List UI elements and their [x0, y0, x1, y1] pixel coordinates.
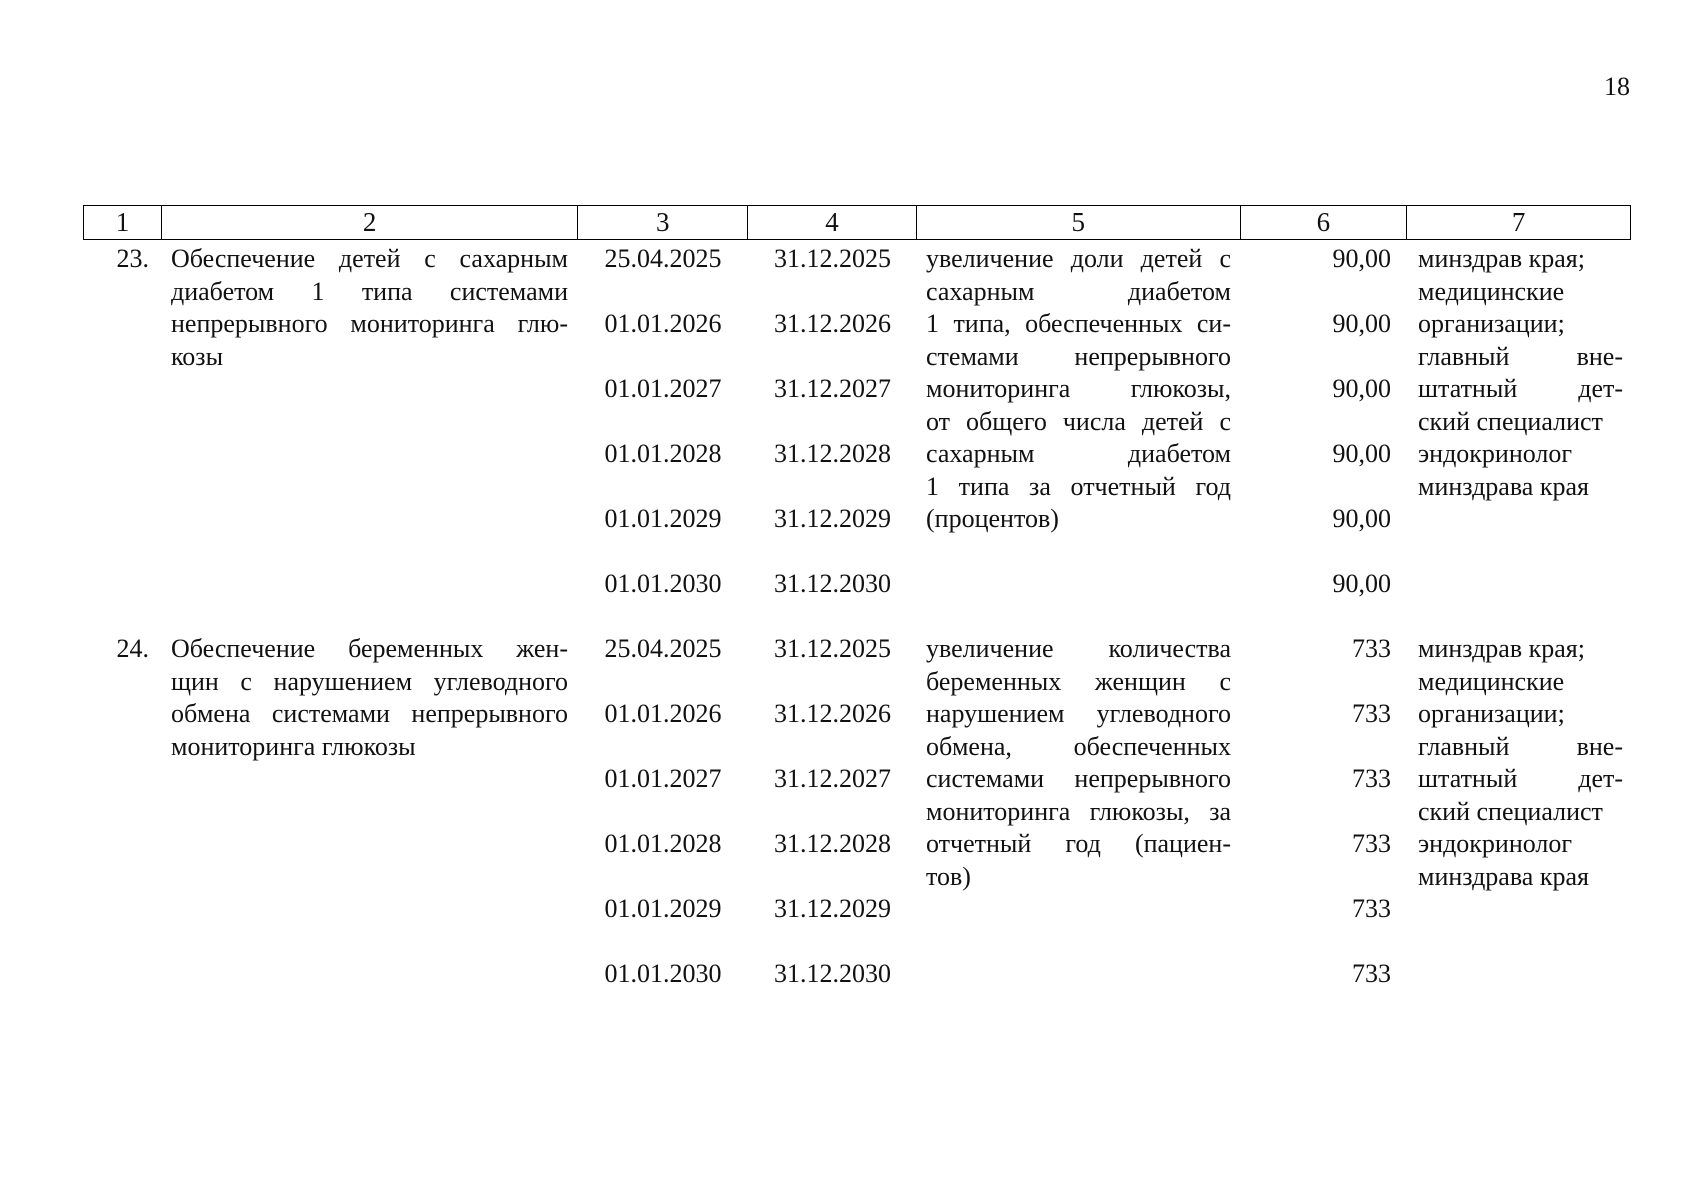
header-col-3: 3 [578, 206, 748, 239]
period-end: 31.12.2028 [774, 439, 891, 468]
responsible-line: эндокринолог [1418, 439, 1573, 468]
indicator-line: беременных женщин с [926, 666, 1231, 696]
indicator-line: 1 типа за отчетный год [926, 471, 1231, 501]
period-start: 01.01.2028 [604, 829, 722, 858]
responsible-line: минздрав края; [1418, 634, 1585, 663]
indicator-value: 90,00 [1332, 244, 1391, 273]
indicator-line: нарушением углеводного [926, 699, 1231, 728]
period-row [578, 438, 917, 503]
indicator-description [926, 633, 1231, 893]
responsible-line: ский специалист [1418, 796, 1603, 826]
measure-name-line: обмена системами непрерывного [171, 699, 568, 728]
period-row [578, 568, 917, 633]
indicator-value: 90,00 [1332, 569, 1391, 598]
responsible-parties [1418, 633, 1623, 893]
period-dates [578, 243, 917, 633]
period-end: 31.12.2030 [774, 569, 891, 598]
period-start: 01.01.2028 [604, 439, 722, 468]
period-row [578, 633, 917, 698]
period-row [578, 893, 917, 958]
period-start: 01.01.2029 [604, 894, 722, 923]
responsible-line: организации; [1418, 699, 1565, 728]
period-end: 31.12.2028 [774, 829, 891, 858]
measure-name-line: Обеспечение беременных жен- [171, 634, 568, 663]
period-end: 31.12.2025 [774, 634, 891, 663]
responsible-line: эндокринолог [1418, 829, 1573, 858]
indicator-line: мониторинга глюкозы, за [926, 796, 1231, 826]
measure-name [171, 243, 568, 373]
period-start: 01.01.2030 [604, 959, 722, 988]
header-col-4: 4 [748, 206, 917, 239]
indicator-line: от общего числа детей с [926, 406, 1231, 436]
period-end: 31.12.2029 [774, 504, 891, 533]
measure-name-line: непрерывного мониторинга глю- [171, 309, 568, 338]
indicator-value: 90,00 [1332, 439, 1391, 468]
indicator-value: 733 [1352, 634, 1391, 663]
period-start: 01.01.2027 [604, 374, 722, 403]
indicator-value: 733 [1352, 894, 1391, 923]
period-end: 31.12.2027 [774, 764, 891, 793]
period-end: 31.12.2026 [774, 699, 891, 728]
measure-name-line: мониторинга глюкозы [171, 731, 416, 761]
header-col-5: 5 [917, 206, 1241, 239]
measure-name-line: диабетом 1 типа системами [171, 276, 568, 306]
indicator-value: 90,00 [1332, 309, 1391, 338]
indicator-values [1241, 633, 1391, 1023]
measure-name-line: щин с нарушением углеводного [171, 666, 568, 696]
period-row [578, 243, 917, 308]
period-row [578, 503, 917, 568]
responsible-line: организации; [1418, 309, 1565, 338]
measure-name-line: козы [171, 341, 224, 371]
responsible-line: минздрава края [1418, 471, 1589, 501]
responsible-line: ский специалист [1418, 406, 1603, 436]
indicator-line: 1 типа, обеспеченных си- [926, 309, 1231, 338]
indicator-line: (процентов) [926, 504, 1059, 533]
period-row [578, 308, 917, 373]
indicator-line: увеличение доли детей с [926, 244, 1231, 273]
header-col-6: 6 [1241, 206, 1408, 239]
period-start: 01.01.2029 [604, 504, 722, 533]
period-row [578, 828, 917, 893]
period-start: 25.04.2025 [604, 634, 722, 663]
indicator-values [1241, 243, 1391, 633]
period-end: 31.12.2026 [774, 309, 891, 338]
period-row [578, 958, 917, 1023]
page-number: 18 [1604, 72, 1630, 101]
responsible-line: минздрава края [1418, 861, 1589, 891]
header-col-7: 7 [1511, 207, 1526, 237]
header-col-2: 2 [162, 206, 578, 239]
measure-name [171, 633, 568, 763]
period-start: 01.01.2026 [604, 699, 722, 728]
indicator-line: системами непрерывного [926, 764, 1231, 793]
responsible-parties [1418, 243, 1623, 503]
indicator-description [926, 243, 1231, 536]
period-start: 01.01.2030 [604, 569, 722, 598]
indicator-value: 733 [1352, 764, 1391, 793]
period-end: 31.12.2025 [774, 244, 891, 273]
indicator-line: обмена, обеспеченных [926, 731, 1231, 761]
indicator-value: 733 [1352, 699, 1391, 728]
responsible-line: медицинские [1418, 276, 1565, 306]
indicator-value: 733 [1352, 959, 1391, 988]
indicator-line: увеличение количества [926, 634, 1231, 663]
row-number: 23. [116, 244, 149, 273]
period-end: 31.12.2029 [774, 894, 891, 923]
indicator-line: тов) [926, 861, 971, 891]
indicator-line: сахарным диабетом [926, 439, 1231, 468]
period-dates [578, 633, 917, 1023]
indicator-line: мониторинга глюкозы, [926, 374, 1231, 403]
period-end: 31.12.2027 [774, 374, 891, 403]
indicator-value: 90,00 [1332, 374, 1391, 403]
indicator-line: сахарным диабетом [926, 276, 1231, 306]
indicator-line: отчетный год (пациен- [926, 829, 1231, 858]
row-number: 24. [116, 634, 149, 663]
period-start: 25.04.2025 [604, 244, 722, 273]
period-row [578, 698, 917, 763]
table-header [83, 205, 1631, 240]
indicator-value: 733 [1352, 829, 1391, 858]
period-row [578, 373, 917, 438]
indicator-line: стемами непрерывного [926, 341, 1231, 371]
period-end: 31.12.2030 [774, 959, 891, 988]
responsible-line: штатный дет- [1418, 374, 1623, 403]
header-col-1: 1 [84, 206, 162, 239]
period-start: 01.01.2027 [604, 764, 722, 793]
period-row [578, 763, 917, 828]
indicator-value: 90,00 [1332, 504, 1391, 533]
responsible-line: главный вне- [1418, 731, 1623, 761]
measure-name-line: Обеспечение детей с сахарным [171, 244, 568, 273]
responsible-line: штатный дет- [1418, 764, 1623, 793]
responsible-line: минздрав края; [1418, 244, 1585, 273]
responsible-line: главный вне- [1418, 341, 1623, 371]
period-start: 01.01.2026 [604, 309, 722, 338]
responsible-line: медицинские [1418, 666, 1565, 696]
